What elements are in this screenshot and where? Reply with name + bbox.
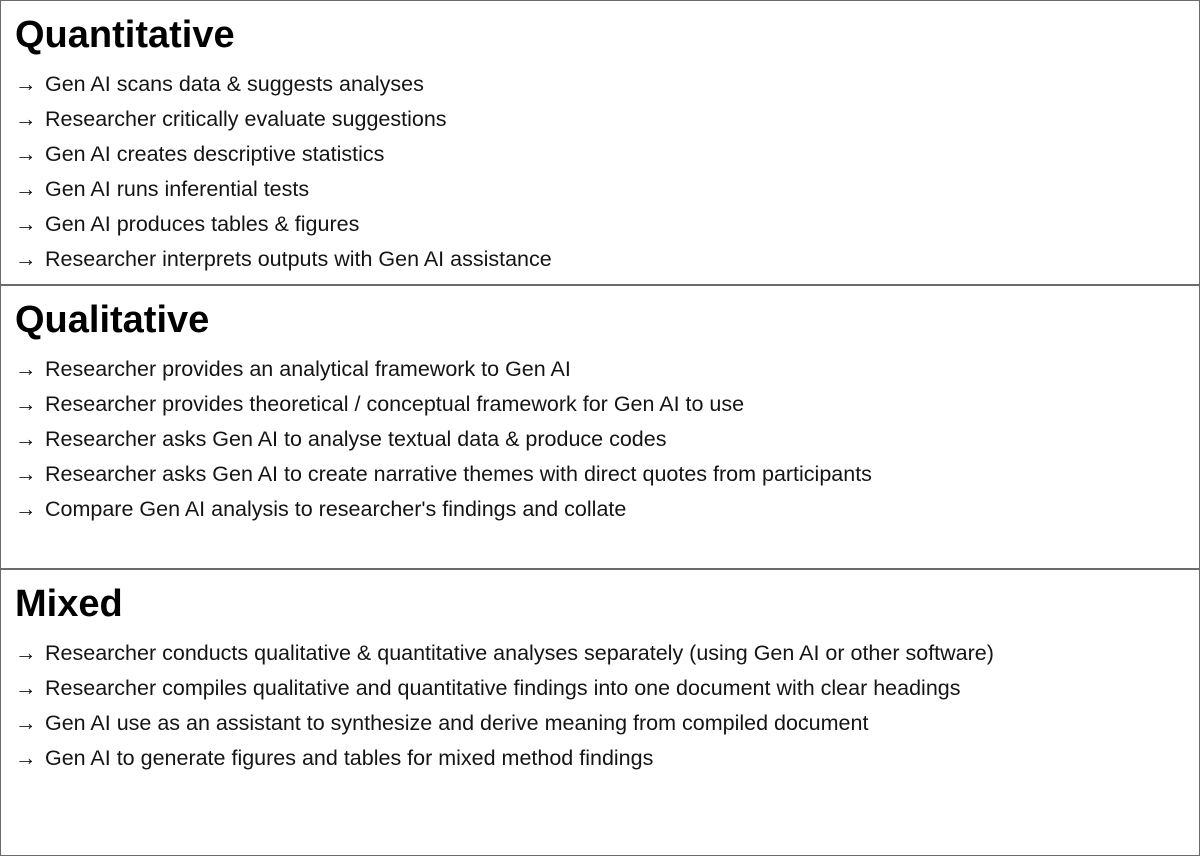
list-item (15, 741, 1199, 776)
arrow-right-icon: → (15, 427, 37, 451)
arrow-right-icon: → (15, 177, 37, 201)
arrow-right-icon: → (15, 212, 37, 236)
step-text: Gen AI runs inferential tests (45, 177, 310, 201)
section-title: Mixed (15, 583, 123, 625)
list-item (15, 207, 1199, 242)
list-item (15, 457, 1199, 492)
list-item (15, 137, 1199, 172)
step-text: Gen AI to generate figures and tables for mixed method findings (45, 746, 654, 770)
section-title: Qualitative (15, 299, 210, 341)
section-mixed (1, 570, 1199, 855)
section-qualitative (1, 286, 1199, 570)
arrow-right-icon: → (15, 107, 37, 131)
list-item (15, 242, 1199, 277)
step-text: Gen AI scans data & suggests analyses (45, 72, 424, 96)
step-text: Gen AI use as an assistant to synthesize and derive meaning from compiled document (45, 711, 869, 735)
arrow-right-icon: → (15, 357, 37, 381)
arrow-right-icon: → (15, 746, 37, 770)
list-item (15, 671, 1199, 706)
list-item (15, 636, 1199, 671)
list-item (15, 422, 1199, 457)
step-list (15, 352, 1199, 527)
step-text: Gen AI produces tables & figures (45, 212, 360, 236)
list-item (15, 706, 1199, 741)
section-title: Quantitative (15, 14, 235, 56)
list-item (15, 387, 1199, 422)
arrow-right-icon: → (15, 247, 37, 271)
step-text: Researcher compiles qualitative and quantitative findings into one document with clear headings (45, 676, 961, 700)
step-text: Researcher interprets outputs with Gen AI assistance (45, 247, 552, 271)
arrow-right-icon: → (15, 142, 37, 166)
step-text: Researcher provides theoretical / conceptual framework for Gen AI to use (45, 392, 745, 416)
arrow-right-icon: → (15, 497, 37, 521)
step-text: Compare Gen AI analysis to researcher's findings and collate (45, 497, 627, 521)
arrow-right-icon: → (15, 676, 37, 700)
step-list (15, 67, 1199, 277)
step-text: Researcher asks Gen AI to analyse textual data & produce codes (45, 427, 667, 451)
step-text: Researcher critically evaluate suggestions (45, 107, 447, 131)
step-list (15, 636, 1199, 776)
step-text: Researcher conducts qualitative & quantitative analyses separately (using Gen AI or other software) (45, 641, 994, 665)
arrow-right-icon: → (15, 641, 37, 665)
list-item (15, 102, 1199, 137)
list-item (15, 492, 1199, 527)
arrow-right-icon: → (15, 392, 37, 416)
arrow-right-icon: → (15, 462, 37, 486)
section-quantitative (1, 1, 1199, 286)
list-item (15, 352, 1199, 387)
arrow-right-icon: → (15, 72, 37, 96)
step-text: Researcher provides an analytical framework to Gen AI (45, 357, 571, 381)
list-item (15, 67, 1199, 102)
arrow-right-icon: → (15, 711, 37, 735)
step-text: Gen AI creates descriptive statistics (45, 142, 385, 166)
list-item (15, 172, 1199, 207)
step-text: Researcher asks Gen AI to create narrative themes with direct quotes from participants (45, 462, 872, 486)
